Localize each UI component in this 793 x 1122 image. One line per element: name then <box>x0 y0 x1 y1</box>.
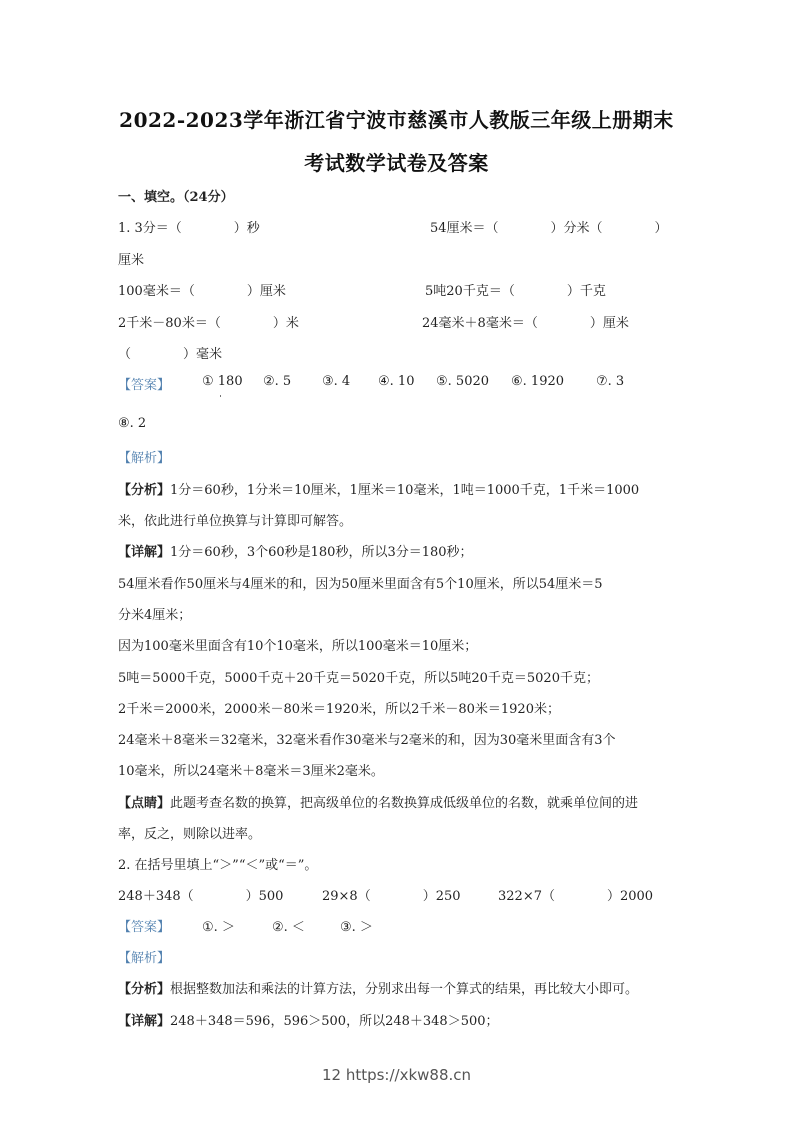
section-heading: 一、填空。（24分） <box>118 190 234 205</box>
q1-row1-wrap: 厘米 <box>118 253 145 268</box>
q2-xiangjie-text: 248＋348＝596，596＞500，所以248＋348＞500； <box>170 1014 499 1029</box>
q2-analysis-label: 【解析】 <box>118 951 171 966</box>
q2-xiangjie <box>118 1010 499 1029</box>
q1-answer-6: ⑥. 1920 <box>511 374 565 389</box>
q2-fenxi-label: 【分析】 <box>118 982 171 997</box>
q2-answer-2: ②. ＜ <box>272 920 305 935</box>
page-footer <box>0 1066 793 1084</box>
fenxi-text: 1分＝60秒，1分米＝10厘米，1厘米＝10毫米，1吨＝1000千克，1千米＝1000 <box>170 483 640 498</box>
q1-xiangjie-line1 <box>118 541 473 560</box>
page-number: 12 <box>321 1066 342 1084</box>
q1-answer-3: ③. 4 <box>322 374 351 389</box>
q1-answer-1: ① 180 <box>202 374 243 389</box>
q1-fenxi-line1 <box>118 479 639 498</box>
q2-answer-1: ①. ＞ <box>202 920 235 935</box>
q1-answer-row <box>118 374 170 393</box>
q1-answer-wrap: ⑧. 2 <box>118 416 147 431</box>
q2-item-3: 322×7（ ）2000 <box>498 889 654 904</box>
q1-xiangjie-line2: 54厘米看作50厘米与4厘米的和，因为50厘米里面含有5个10厘米，所以54厘米＝5 <box>118 577 603 592</box>
dianjing-label: 【点睛】 <box>118 796 171 811</box>
q2-answer-label: 【答案】 <box>118 920 171 935</box>
q1-row1-left: 1. 3分＝（ ）秒 <box>118 221 260 236</box>
q1-xiangjie-line8: 10毫米，所以24毫米＋8毫米＝3厘米2毫米。 <box>118 764 384 779</box>
q1-xiangjie-line7: 24毫米＋8毫米＝32毫米，32毫米看作30毫米与2毫米的和，因为30毫米里面含有3个 <box>118 733 616 748</box>
q1-answer-4: ④. 10 <box>378 374 415 389</box>
q1-row4: （ ）毫米 <box>118 347 223 362</box>
q1-row3-right: 24毫米＋8毫米＝（ ）厘米 <box>422 316 629 331</box>
page-title-line2: 考试数学试卷及答案 <box>304 151 489 175</box>
q1-xiangjie-line3: 分米4厘米； <box>118 608 192 623</box>
q1-row3-left: 2千米－80米＝（ ）米 <box>118 316 299 331</box>
q2-item-2: 29×8（ ）250 <box>322 889 461 904</box>
answer-label: 【答案】 <box>118 378 171 393</box>
q1-answer-5: ⑤. 5020 <box>436 374 490 389</box>
q1-row1-right: 54厘米＝（ ）分米（ ） <box>430 221 668 236</box>
q1-row2-left: 100毫米＝（ ）厘米 <box>118 284 286 299</box>
q2-fenxi-text: 根据整数加法和乘法的计算方法，分别求出每一个算式的结果，再比较大小即可。 <box>170 982 639 997</box>
q1-xiangjie-line6: 2千米＝2000米，2000米－80米＝1920米，所以2千米－80米＝1920米； <box>118 702 560 717</box>
xiangjie-text: 1分＝60秒，3个60秒是180秒，所以3分＝180秒； <box>170 545 473 560</box>
dianjing-text: 此题考查名数的换算，把高级单位的名数换算成低级单位的名数，就乘单位间的进 <box>170 796 639 811</box>
q1-fenxi-line2: 米，依此进行单位换算与计算即可解答。 <box>118 514 353 529</box>
q1-row2-right: 5吨20千克＝（ ）千克 <box>425 284 606 299</box>
xiangjie-label: 【详解】 <box>118 545 171 560</box>
q1-xiangjie-line5: 5吨＝5000千克，5000千克＋20千克＝5020千克，所以5吨20千克＝5020千克； <box>118 671 599 686</box>
analysis-label: 【解析】 <box>118 451 171 466</box>
q2-item-1: 248＋348（ ）500 <box>118 889 284 904</box>
footer-url[interactable]: https://xkw88.cn <box>345 1066 472 1084</box>
q2-fenxi <box>118 978 638 997</box>
q2-xiangjie-label: 【详解】 <box>118 1014 171 1029</box>
q1-dianjing-line1 <box>118 792 638 811</box>
q1-xiangjie-line4: 因为100毫米里面含有10个10毫米，所以100毫米＝10厘米； <box>118 639 478 654</box>
q2-answer-3: ③. ＞ <box>340 920 373 935</box>
q1-dianjing-line2: 率，反之，则除以进率。 <box>118 827 262 842</box>
q1-answer-2: ②. 5 <box>263 374 292 389</box>
stray-mark <box>220 395 221 397</box>
fenxi-label: 【分析】 <box>118 483 171 498</box>
q1-answer-7: ⑦. 3 <box>596 374 625 389</box>
page-title-line1: 2022-2023学年浙江省宁波市慈溪市人教版三年级上册期末 <box>119 108 674 132</box>
q2-prompt: 2. 在括号里填上“＞”“＜”或“＝”。 <box>118 858 318 873</box>
